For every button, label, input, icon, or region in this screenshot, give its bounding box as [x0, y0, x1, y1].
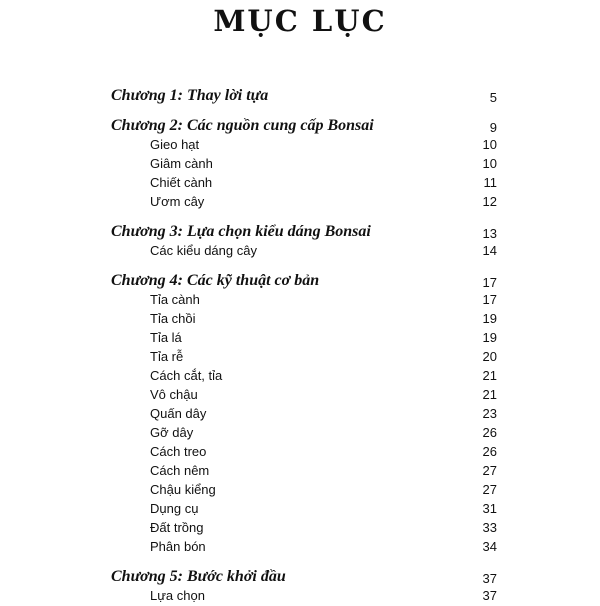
toc-entry — [0, 193, 600, 212]
entry-page-number: 23 — [482, 406, 497, 421]
chapter-row — [0, 115, 600, 136]
entry-title: Cách nêm — [150, 463, 210, 478]
entry-title: Lựa chọn — [150, 588, 205, 603]
chapter-title: Chương 2: Các nguồn cung cấp Bonsai — [111, 117, 374, 134]
entry-page-number: 26 — [482, 425, 497, 440]
toc-entry — [0, 310, 600, 329]
entry-title: Giâm cành — [150, 156, 213, 171]
chapter-page-number: 13 — [482, 226, 497, 241]
entry-page-number: 21 — [482, 387, 497, 402]
entry-title: Vô chậu — [150, 387, 198, 402]
entry-page-number: 20 — [482, 349, 497, 364]
toc-entry — [0, 500, 600, 519]
page-title: MỤC LỤC — [213, 4, 387, 38]
chapter-title: Chương 5: Bước khởi đầu — [111, 568, 286, 585]
toc-entry — [0, 481, 600, 500]
entry-title: Tỉa lá — [150, 330, 182, 345]
toc-entry — [0, 462, 600, 481]
entry-page-number: 27 — [482, 482, 497, 497]
entry-title: Tỉa cành — [150, 292, 200, 307]
entry-title: Cách treo — [150, 444, 207, 459]
entry-page-number: 31 — [482, 501, 497, 516]
toc-entry — [0, 405, 600, 424]
entry-title: Tỉa chồi — [150, 311, 196, 326]
toc-entry — [0, 242, 600, 261]
entry-page-number: 26 — [482, 444, 497, 459]
chapter-title: Chương 4: Các kỹ thuật cơ bản — [111, 272, 320, 289]
entry-title: Chiết cành — [150, 175, 213, 190]
entry-page-number: 11 — [483, 175, 497, 190]
entry-page-number: 12 — [482, 194, 497, 209]
entry-page-number: 10 — [482, 137, 497, 152]
chapter-page-number: 37 — [482, 571, 497, 586]
entry-title: Gỡ dây — [150, 425, 194, 440]
chapter-row — [0, 85, 600, 106]
entry-title: Phân bón — [150, 539, 206, 554]
chapter-row — [0, 566, 600, 587]
chapter-page-number: 5 — [489, 90, 497, 105]
chapter-title: Chương 3: Lựa chọn kiểu dáng Bonsai — [111, 223, 371, 240]
toc-entry — [0, 136, 600, 155]
entry-title: Cách cắt, tỉa — [150, 368, 223, 383]
toc-entry — [0, 174, 600, 193]
entry-title: Quấn dây — [150, 406, 207, 421]
chapter-page-number: 17 — [482, 275, 497, 290]
entry-page-number: 33 — [482, 520, 497, 535]
toc-entry — [0, 386, 600, 405]
entry-title: Các kiểu dáng cây — [150, 243, 257, 258]
entry-page-number: 37 — [482, 588, 497, 603]
entry-page-number: 17 — [482, 292, 497, 307]
entry-page-number: 14 — [482, 243, 497, 258]
chapter-title: Chương 1: Thay lời tựa — [111, 87, 269, 104]
toc-entry — [0, 291, 600, 310]
entry-title: Gieo hạt — [150, 137, 200, 152]
entry-title: Ươm cây — [150, 194, 205, 209]
toc-entry — [0, 367, 600, 386]
toc-entry — [0, 424, 600, 443]
toc-entry — [0, 155, 600, 174]
toc-entry — [0, 587, 600, 606]
chapter-row — [0, 221, 600, 242]
entry-page-number: 19 — [482, 330, 497, 345]
entry-page-number: 10 — [482, 156, 497, 171]
entry-title: Chậu kiểng — [150, 482, 216, 497]
table-of-contents — [0, 85, 600, 606]
chapter-page-number: 9 — [489, 120, 497, 135]
entry-page-number: 34 — [482, 539, 497, 554]
toc-entry — [0, 519, 600, 538]
entry-title: Dụng cụ — [150, 501, 199, 516]
entry-page-number: 21 — [482, 368, 497, 383]
chapter-row — [0, 270, 600, 291]
toc-entry — [0, 443, 600, 462]
entry-page-number: 27 — [482, 463, 497, 478]
toc-entry — [0, 348, 600, 367]
entry-title: Tỉa rễ — [150, 349, 184, 364]
entry-title: Đất trồng — [150, 520, 204, 535]
toc-entry — [0, 538, 600, 557]
toc-entry — [0, 329, 600, 348]
entry-page-number: 19 — [482, 311, 497, 326]
